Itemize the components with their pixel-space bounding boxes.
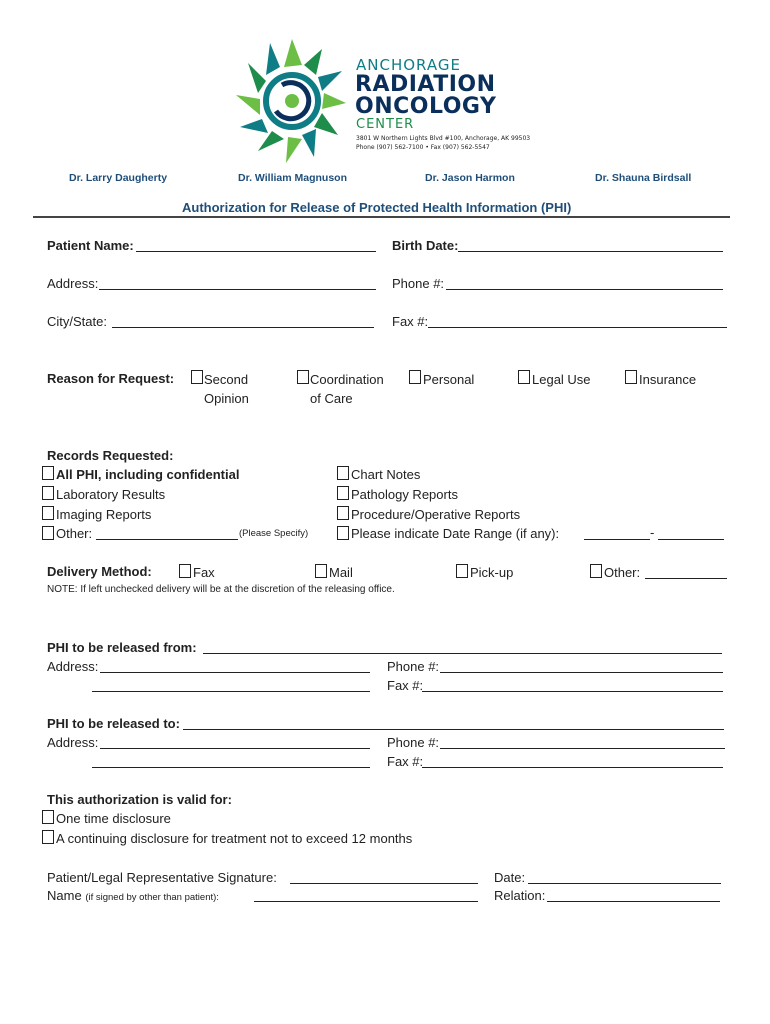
reason-option-label: Opinion xyxy=(204,391,249,406)
one-time-checkbox[interactable] xyxy=(42,810,54,824)
from-phone-field[interactable] xyxy=(440,672,723,673)
reason-option-label: Second xyxy=(204,372,249,387)
delivery-pickup-checkbox[interactable] xyxy=(456,564,468,578)
logo-center: CENTER xyxy=(356,117,415,132)
delivery-other-field[interactable] xyxy=(645,578,727,579)
records-other-field[interactable] xyxy=(96,539,238,540)
date-range-end-field[interactable] xyxy=(658,539,724,540)
records-pathology-checkbox[interactable] xyxy=(337,486,349,500)
reason-option-label: Insurance xyxy=(639,372,697,387)
phone-field[interactable] xyxy=(446,289,723,290)
records-option-label: Please indicate Date Range (if any): xyxy=(351,526,560,541)
reason-second-opinion-checkbox[interactable] xyxy=(191,370,203,384)
city-state-label: City/State: xyxy=(47,314,107,329)
from-address-field[interactable] xyxy=(100,672,370,673)
records-option-label: Pathology Reports xyxy=(351,487,458,502)
birth-date-field[interactable] xyxy=(458,251,723,252)
please-specify-note: (Please Specify) xyxy=(239,528,309,539)
from-fax-field[interactable] xyxy=(422,691,723,692)
title-divider xyxy=(33,216,730,218)
signature-field[interactable] xyxy=(290,883,478,884)
logo-sunburst-icon xyxy=(236,36,348,166)
validity-option-label: One time disclosure xyxy=(56,811,171,826)
validity-label: This authorization is valid for: xyxy=(47,792,232,807)
delivery-other-checkbox[interactable] xyxy=(590,564,602,578)
date-label: Date: xyxy=(494,870,526,885)
released-to-field[interactable] xyxy=(183,729,724,730)
fax-field[interactable] xyxy=(428,327,727,328)
form-title: Authorization for Release of Protected Health Information (PHI) xyxy=(182,200,572,215)
reason-personal-checkbox[interactable] xyxy=(409,370,421,384)
delivery-option-label: Fax xyxy=(193,565,215,580)
date-range-start-field[interactable] xyxy=(584,539,650,540)
from-phone-label: Phone #: xyxy=(387,659,440,674)
records-option-label: All PHI, including confidential xyxy=(56,467,240,482)
from-address-field-2[interactable] xyxy=(92,691,370,692)
reason-option-label: Legal Use xyxy=(532,372,591,387)
to-address-field[interactable] xyxy=(100,748,370,749)
date-field[interactable] xyxy=(528,883,721,884)
to-phone-label: Phone #: xyxy=(387,735,440,750)
records-option-label: Other: xyxy=(56,526,93,541)
patient-name-label: Patient Name: xyxy=(47,238,134,253)
logo-radiation: RADIATION xyxy=(355,72,496,97)
address-label: Address: xyxy=(47,276,99,291)
signature-label: Patient/Legal Representative Signature: xyxy=(47,870,277,885)
records-procedure-checkbox[interactable] xyxy=(337,506,349,520)
name-label-text: Name xyxy=(47,888,82,903)
reason-option-label: Coordination xyxy=(310,372,384,387)
doctor-name: Dr. William Magnuson xyxy=(238,172,347,184)
to-address-field-2[interactable] xyxy=(92,767,370,768)
name-label xyxy=(47,888,219,903)
records-label: Records Requested: xyxy=(47,448,174,463)
released-from-field[interactable] xyxy=(203,653,722,654)
to-address-label: Address: xyxy=(47,735,99,750)
doctor-name: Dr. Jason Harmon xyxy=(425,172,515,184)
delivery-option-label: Other: xyxy=(604,565,641,580)
released-to-label: PHI to be released to: xyxy=(47,716,180,731)
records-date-range-checkbox[interactable] xyxy=(337,526,349,540)
relation-field[interactable] xyxy=(547,901,720,902)
logo-phone: Phone (907) 562-7100 • Fax (907) 562-5547 xyxy=(356,144,490,151)
logo-anchorage: ANCHORAGE xyxy=(356,56,461,74)
reason-insurance-checkbox[interactable] xyxy=(625,370,637,384)
reason-label: Reason for Request: xyxy=(47,371,175,386)
continuing-checkbox[interactable] xyxy=(42,830,54,844)
records-option-label: Procedure/Operative Reports xyxy=(351,507,521,522)
records-option-label: Chart Notes xyxy=(351,467,421,482)
to-fax-label: Fax #: xyxy=(387,754,424,769)
name-field[interactable] xyxy=(254,901,478,902)
city-state-field[interactable] xyxy=(112,327,374,328)
to-phone-field[interactable] xyxy=(440,748,725,749)
birth-date-label: Birth Date: xyxy=(392,238,459,253)
reason-option-label: of Care xyxy=(310,391,353,406)
relation-label: Relation: xyxy=(494,888,546,903)
delivery-option-label: Pick-up xyxy=(470,565,514,580)
records-other-checkbox[interactable] xyxy=(42,526,54,540)
records-lab-checkbox[interactable] xyxy=(42,486,54,500)
logo-oncology: ONCOLOGY xyxy=(355,94,497,119)
records-imaging-checkbox[interactable] xyxy=(42,506,54,520)
reason-legal-checkbox[interactable] xyxy=(518,370,530,384)
address-field[interactable] xyxy=(99,289,376,290)
from-address-label: Address: xyxy=(47,659,99,674)
patient-name-field[interactable] xyxy=(136,251,376,252)
validity-option-label: A continuing disclosure for treatment not to exceed 12 months xyxy=(56,831,413,846)
to-fax-field[interactable] xyxy=(422,767,723,768)
delivery-note: NOTE: If left unchecked delivery will be at the discretion of the releasing office. xyxy=(47,584,395,595)
from-fax-label: Fax #: xyxy=(387,678,424,693)
delivery-mail-checkbox[interactable] xyxy=(315,564,327,578)
delivery-option-label: Mail xyxy=(329,565,353,580)
name-label-note: (if signed by other than patient): xyxy=(85,892,219,903)
doctor-name: Dr. Shauna Birdsall xyxy=(595,172,692,184)
records-chart-checkbox[interactable] xyxy=(337,466,349,480)
reason-option-label: Personal xyxy=(423,372,475,387)
delivery-fax-checkbox[interactable] xyxy=(179,564,191,578)
phone-label: Phone #: xyxy=(392,276,445,291)
fax-label: Fax #: xyxy=(392,314,429,329)
records-all-phi-checkbox[interactable] xyxy=(42,466,54,480)
records-option-label: Laboratory Results xyxy=(56,487,166,502)
logo-address: 3801 W Northern Lights Blvd #100, Anchorage, AK 99503 xyxy=(356,135,531,142)
reason-coordination-checkbox[interactable] xyxy=(297,370,309,384)
records-option-label: Imaging Reports xyxy=(56,507,152,522)
released-from-label: PHI to be released from: xyxy=(47,640,197,655)
date-range-dash: - xyxy=(650,525,655,540)
delivery-label: Delivery Method: xyxy=(47,564,152,579)
doctor-name: Dr. Larry Daugherty xyxy=(69,172,168,184)
